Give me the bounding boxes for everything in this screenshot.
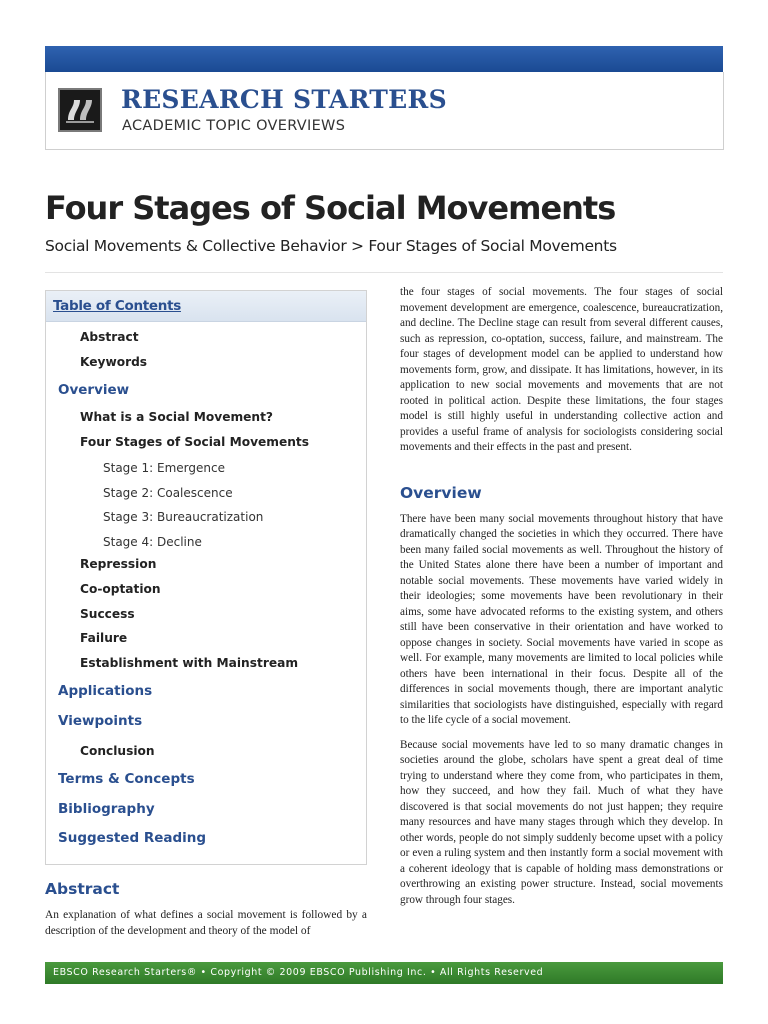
toc-item-viewpoints[interactable]: Viewpoints	[58, 713, 143, 729]
toc-item-stage-2[interactable]: Stage 2: Coalescence	[103, 486, 233, 500]
overview-paragraph-2: Because social movements have led to so many dramatic changes in societies around the globe, scholars have spent a great deal of time trying to understand where they come from, who participates in them, how they succeed, and how they fail. Much of what they have discovered is that social movements do not just happen; they require many resources and have many stages through which they develop. In other words, people do not simply suddenly become upset with a policy or even a ruling system and then instantly form a social movement with a coherent ideology that is capable of holding mass demonstrations or overthrowing an existing power structure. Instead, social movements grow through four stages.	[400, 738, 723, 906]
footer-bar	[45, 962, 723, 984]
copyright-text: EBSCO Research Starters® • Copyright © 2009 EBSCO Publishing Inc. • All Rights Reserved	[53, 967, 544, 978]
intro-paragraph: the four stages of social movements. The four stages of social movement development are emergence, coalescence, bureaucratization, and decline. The Decline stage can result from several different causes, such as repression, co-optation, success, failure, and mainstream. The four stages of development model can be applied to understand how movements form, grow, and dissipate. It has limitations, however, in its application to new social movements and movements that are not rooted in political action. Despite these limitations, the four stages model is still highly useful in understanding collective action and provides a useful frame of analysis for sociologists considering social movements and their effects in the past and present.	[400, 286, 723, 453]
toc-item-overview[interactable]: Overview	[58, 382, 130, 398]
abstract-heading: Abstract	[45, 880, 120, 898]
page-title: Four Stages of Social Movements	[45, 189, 616, 227]
research-starters-logo-icon	[58, 88, 102, 132]
toc-item-stage-3[interactable]: Stage 3: Bureaucratization	[103, 510, 264, 524]
overview-paragraph-1: There have been many social movements throughout history that have dramatically changed the societies in which they occurred. There have been many failed social movements as well. Throughout the history of the United States alone there have been a number of important and notable social movements. These movements have varied widely in their ideologies; some movements have been revolutionary in their aims, some have advocated reforms to the existing system, and others still have been conservative in their orientation and have worked to oppose changes in society. Social movements have varied in scope as well. For example, many movements are limited to local policies while others have been international in their focus. Despite all of the differences in social movements though, there are important analytic similarities that sociologists have distinguished, especially with regard to the life cycle of a social movement.	[400, 512, 723, 726]
abstract-text: An explanation of what defines a social movement is followed by a description of the development and theory of the model of	[45, 909, 367, 937]
toc-item-four-stages[interactable]: Four Stages of Social Movements	[80, 435, 309, 449]
toc-item-co-optation[interactable]: Co-optation	[80, 582, 161, 596]
table-of-contents	[45, 290, 367, 865]
brand-subtitle: ACADEMIC TOPIC OVERVIEWS	[122, 118, 346, 134]
toc-item-stage-1[interactable]: Stage 1: Emergence	[103, 461, 225, 475]
toc-item-repression[interactable]: Repression	[80, 557, 157, 571]
breadcrumb: Social Movements & Collective Behavior > Four Stages of Social Movements	[45, 237, 617, 255]
toc-item-applications[interactable]: Applications	[58, 683, 153, 699]
toc-heading[interactable]: Table of Contents	[53, 298, 181, 314]
toc-item-failure[interactable]: Failure	[80, 631, 128, 645]
toc-item-conclusion[interactable]: Conclusion	[80, 744, 155, 758]
toc-item-bibliography[interactable]: Bibliography	[58, 801, 155, 817]
right-column	[400, 285, 723, 908]
toc-item-keywords[interactable]: Keywords	[80, 355, 148, 369]
toc-item-establishment[interactable]: Establishment with Mainstream	[80, 656, 299, 670]
divider	[45, 272, 723, 273]
header-bar	[45, 46, 723, 72]
toc-item-what-is-social-movement[interactable]: What is a Social Movement?	[80, 410, 274, 424]
toc-item-terms-concepts[interactable]: Terms & Concepts	[58, 771, 195, 787]
toc-item-stage-4[interactable]: Stage 4: Decline	[103, 535, 202, 549]
toc-item-suggested-reading[interactable]: Suggested Reading	[58, 830, 207, 846]
brand-header	[45, 72, 724, 150]
overview-heading: Overview	[400, 483, 482, 502]
brand-title: RESEARCH STARTERS	[121, 85, 447, 114]
toc-item-success[interactable]: Success	[80, 607, 135, 621]
toc-item-abstract[interactable]: Abstract	[80, 330, 139, 344]
toc-header	[46, 291, 366, 322]
